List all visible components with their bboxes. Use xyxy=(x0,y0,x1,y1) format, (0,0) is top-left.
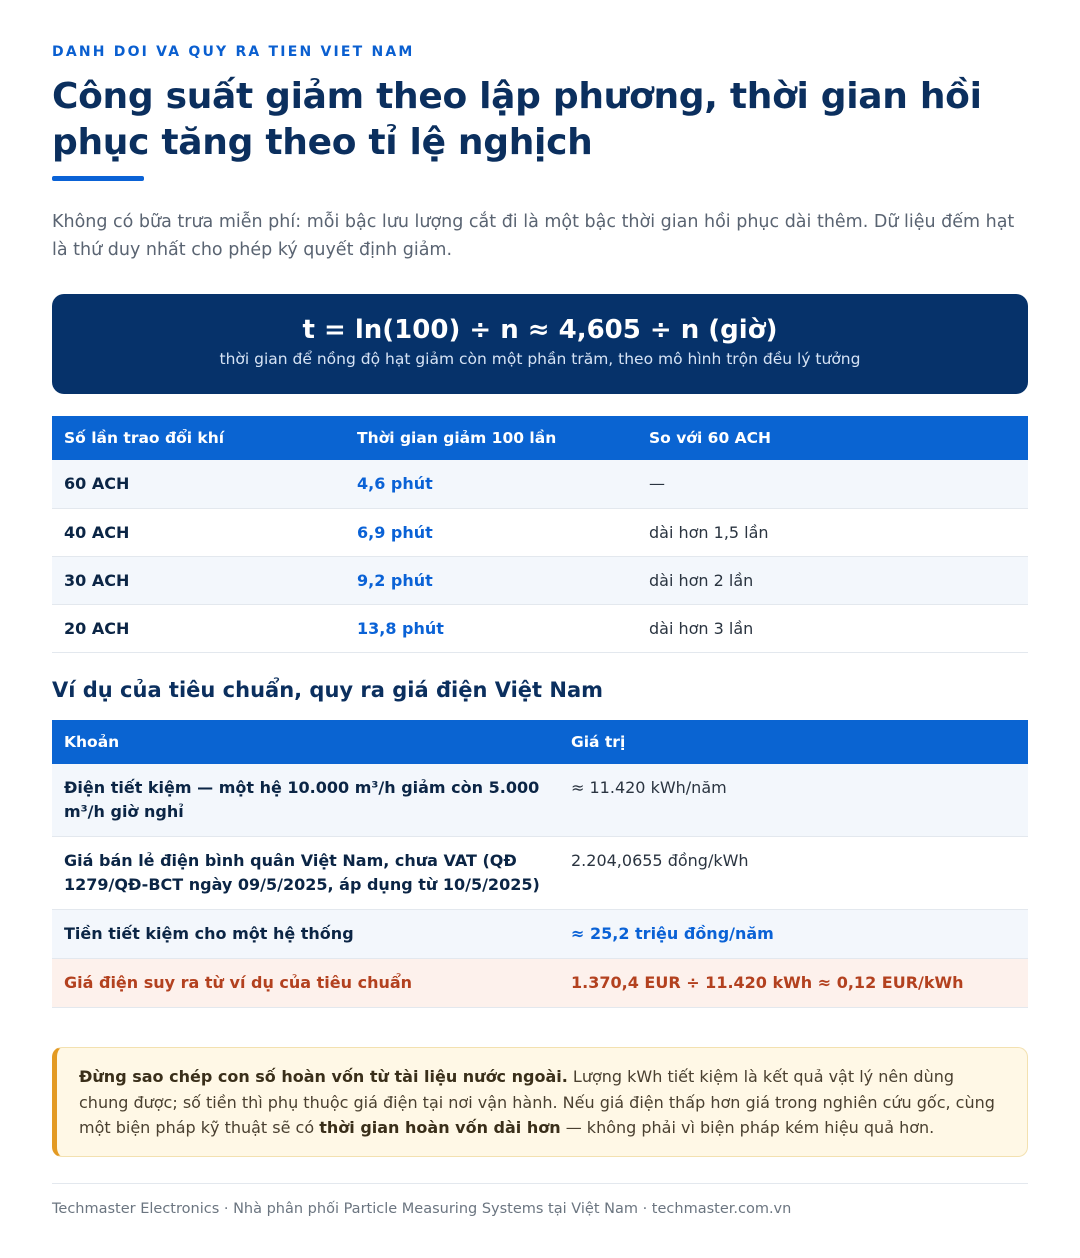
value-cell: 2.204,0655 đồng/kWh xyxy=(559,837,1028,910)
formula-box xyxy=(52,294,1028,394)
footer-divider xyxy=(52,1183,1028,1184)
time-cell: 9,2 phút xyxy=(345,556,637,604)
value-cell: ≈ 11.420 kWh/năm xyxy=(559,764,1028,837)
table-row xyxy=(52,604,1028,652)
table-row-highlight xyxy=(52,959,1028,1008)
formula-main: t = ln(100) ÷ n ≈ 4,605 ÷ n (giờ) xyxy=(302,315,778,345)
note-text-end: — không phải vì biện pháp kém hiệu quả hơn. xyxy=(560,1118,935,1137)
value-cell: ≈ 25,2 triệu đồng/năm xyxy=(559,910,1028,959)
note-text: Lượng kWh tiết kiệm là kết quả vật lý nên dùng chung được; số tiền thì phụ thuộc giá điện tại nơi vận hành. Nếu giá điện thấp hơn giá trong nghiên cứu gốc, cùng một biện pháp kỹ thuật sẽ có xyxy=(79,1067,995,1137)
table-header: Giá trị xyxy=(559,720,1028,764)
footer-text: Techmaster Electronics · Nhà phân phối Particle Measuring Systems tại Việt Nam · techmaster.com.vn xyxy=(52,1201,792,1217)
value-cell: 1.370,4 EUR ÷ 11.420 kWh ≈ 0,12 EUR/kWh xyxy=(559,959,1028,1008)
section-title: Ví dụ của tiêu chuẩn, quy ra giá điện Việt Nam xyxy=(52,678,604,702)
item-cell: Giá điện suy ra từ ví dụ của tiêu chuẩn xyxy=(52,959,559,1008)
table-row xyxy=(52,556,1028,604)
table-header: Số lần trao đổi khí xyxy=(52,416,345,460)
table-row xyxy=(52,764,1028,837)
ach-cell: 20 ACH xyxy=(52,604,345,652)
compare-cell: dài hơn 3 lần xyxy=(637,604,1028,652)
lead-paragraph: Không có bữa trưa miễn phí: mỗi bậc lưu lượng cắt đi là một bậc thời gian hồi phục dài thêm. Dữ liệu đếm hạt là thứ duy nhất cho phép ký quyết định giảm. xyxy=(52,212,1015,260)
time-cell: 4,6 phút xyxy=(345,460,637,508)
item-cell: Tiền tiết kiệm cho một hệ thống xyxy=(52,910,559,959)
eyebrow: DANH DOI VA QUY RA TIEN VIET NAM xyxy=(52,44,415,60)
cost-table xyxy=(52,720,1028,1008)
table-row xyxy=(52,910,1028,959)
note-bold-lead: Đừng sao chép con số hoàn vốn từ tài liệu nước ngoài. xyxy=(79,1067,568,1086)
ach-cell: 40 ACH xyxy=(52,508,345,556)
compare-cell: — xyxy=(637,460,1028,508)
callout-note xyxy=(52,1047,1028,1157)
table-row xyxy=(52,837,1028,910)
table-header-row xyxy=(52,720,1028,764)
table-header: Thời gian giảm 100 lần xyxy=(345,416,637,460)
item-cell: Giá bán lẻ điện bình quân Việt Nam, chưa VAT (QĐ 1279/QĐ-BCT ngày 09/5/2025, áp dụng từ 10/5/2025) xyxy=(52,837,559,910)
table-row xyxy=(52,460,1028,508)
table-header-row xyxy=(52,416,1028,460)
formula-caption: thời gian để nồng độ hạt giảm còn một phần trăm, theo mô hình trộn đều lý tưởng xyxy=(219,350,861,368)
time-cell: 13,8 phút xyxy=(345,604,637,652)
compare-cell: dài hơn 1,5 lần xyxy=(637,508,1028,556)
title-underline xyxy=(52,176,144,181)
ach-cell: 60 ACH xyxy=(52,460,345,508)
note-bold-emphasis: thời gian hoàn vốn dài hơn xyxy=(319,1118,561,1137)
ach-cell: 30 ACH xyxy=(52,556,345,604)
table-row xyxy=(52,508,1028,556)
ach-table xyxy=(52,416,1028,653)
item-cell: Điện tiết kiệm — một hệ 10.000 m³/h giảm còn 5.000 m³/h giờ nghỉ xyxy=(52,764,559,837)
table-header: So với 60 ACH xyxy=(637,416,1028,460)
page-title: Công suất giảm theo lập phương, thời gian hồi phục tăng theo tỉ lệ nghịch xyxy=(52,76,982,163)
table-header: Khoản xyxy=(52,720,559,764)
time-cell: 6,9 phút xyxy=(345,508,637,556)
compare-cell: dài hơn 2 lần xyxy=(637,556,1028,604)
